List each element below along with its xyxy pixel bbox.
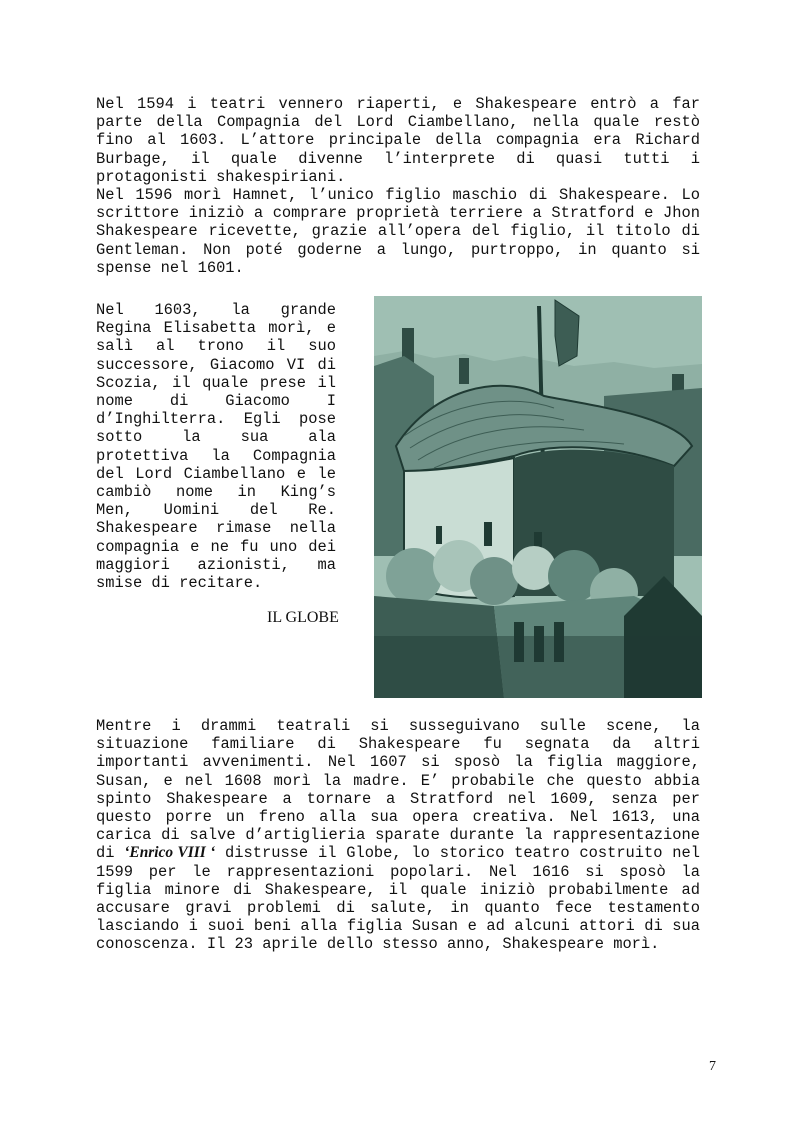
paragraph-4-text-before: Mentre i drammi teatrali si susseguivano sulle scene, la situazione familiare di Shakespeare fu segnata da altri importanti avvenimenti. Nel 1607 si sposò la figlia maggiore, Susan, e nel 1608 morì la madre. E’ probabile che questo abbia spinto Shakespeare a tornare a Stratford nel 1609, senza per questo porre un freno alla sua opera creativa. Nel 1613, una carica di salve d’artiglieria sparate durante la rappresentazione di (96, 717, 700, 863)
paragraph-3: Nel 1603, la grande Regina Elisabetta morì, e salì al trono il suo successore, Giacomo VI di Scozia, il quale prese il nome di Giacomo I d’Inghilterra. Egli pose sotto la sua ala protettiva la Compagnia del Lord Ciambellano e le cambiò nome in King’s Men, Uomini del Re. Shakespeare rimase nella compagnia e ne fu uno dei maggiori azionisti, ma smise di recitare. (96, 301, 336, 593)
figure-caption: IL GLOBE (267, 609, 339, 626)
paragraph-4-text-after: distrusse il Globe, lo storico teatro costruito nel 1599 per le rappresentazioni popolari. Nel 1616 si sposò la figlia minore di Shakespeare, il quale iniziò probabilmente ad accusare gravi problemi di salute, in quanto fece testamento lasciando i suoi beni alla figlia Susan e ad alcuni attori di sua conoscenza. Il 23 aprile dello stesso anno, Shakespeare morì. (96, 844, 700, 954)
picture-shadow (374, 636, 702, 698)
picture-window (484, 522, 492, 546)
paragraph-4 (96, 717, 700, 954)
picture-chimney (459, 358, 469, 384)
picture-window (436, 526, 442, 544)
play-title: ‘Enrico VIII ‘ (124, 844, 216, 862)
globe-theatre-illustration (374, 296, 702, 698)
paragraph-1: Nel 1594 i teatri vennero riaperti, e Shakespeare entrò a far parte della Compagnia del Lord Ciambellano, nella quale restò fino al 1603. L’attore principale della compagnia era Richard Burbage, il quale divenne l’interprete di quasi tutti i protagonisti shakespiriani. (96, 95, 700, 186)
page-number: 7 (709, 1059, 716, 1074)
paragraph-2: Nel 1596 morì Hamnet, l’unico figlio maschio di Shakespeare. Lo scrittore iniziò a comprare proprietà terriere a Stratford e Jhon Shakespeare ricevette, grazie all’opera del figlio, il titolo di Gentleman. Non poté goderne a lungo, purtroppo, in quanto si spense nel 1601. (96, 186, 700, 277)
